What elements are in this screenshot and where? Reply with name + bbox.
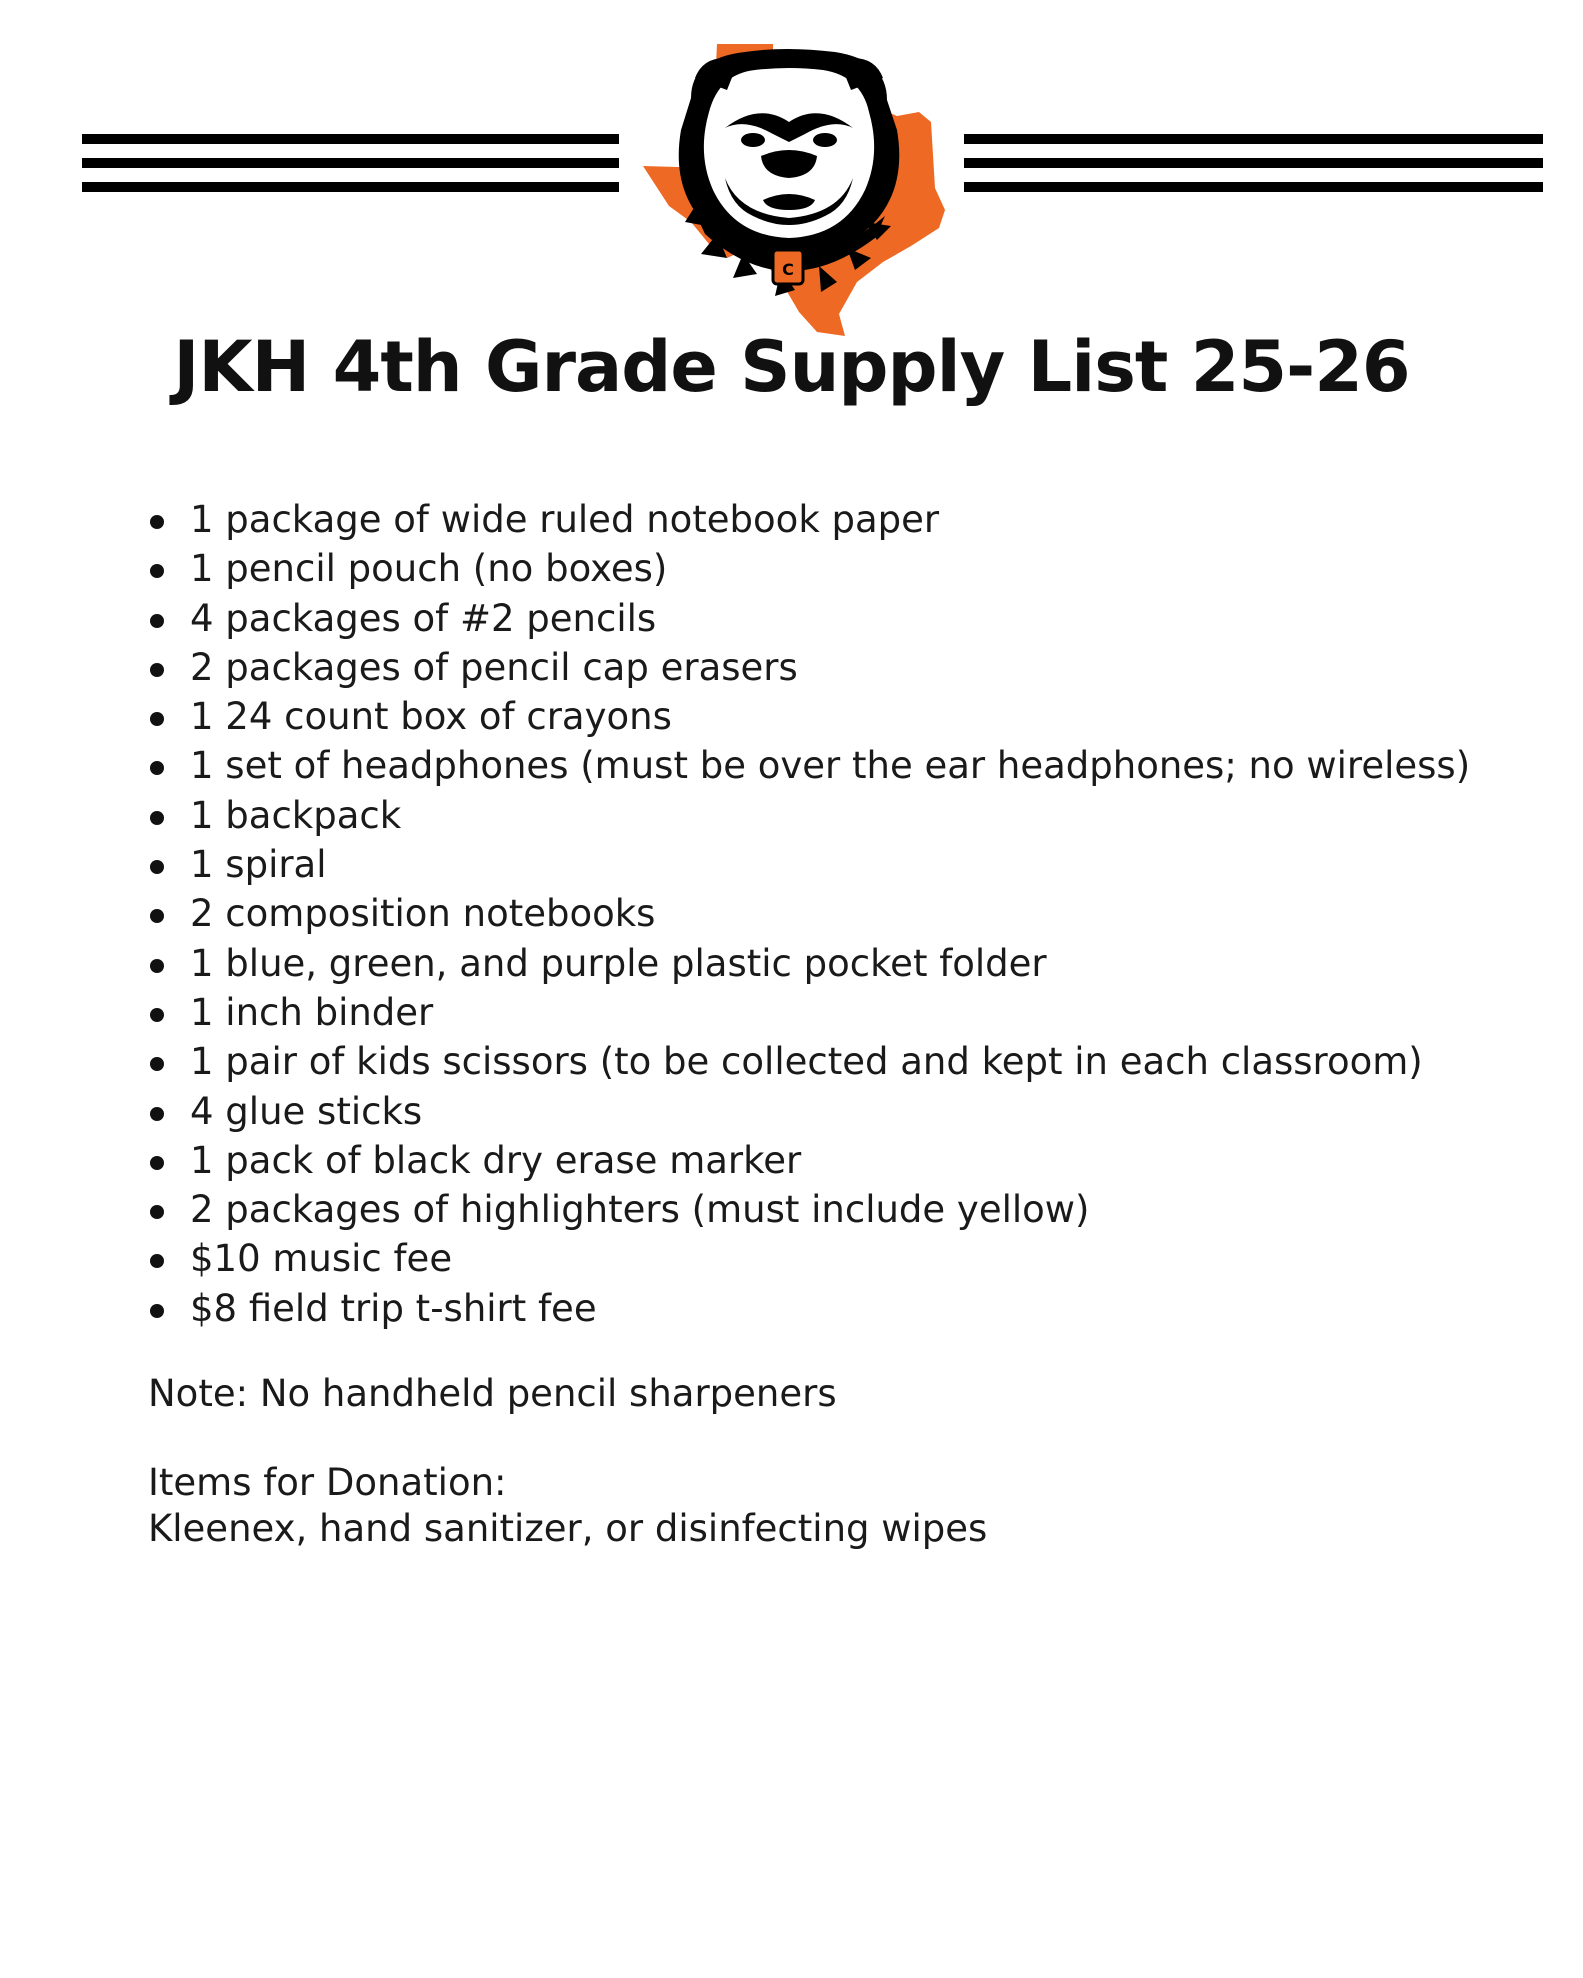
list-item: 1 pair of kids scissors (to be collected and kept in each classroom) <box>148 1037 1470 1086</box>
stripe-bar <box>82 182 619 192</box>
bullet-icon <box>150 1057 164 1071</box>
list-item: 1 set of headphones (must be over the ear headphones; no wireless) <box>148 741 1470 790</box>
list-item: 2 composition notebooks <box>148 889 1470 938</box>
bullet-icon <box>150 909 164 923</box>
list-item: 1 inch binder <box>148 988 1470 1037</box>
svg-text:C: C <box>782 260 794 279</box>
bullet-icon <box>150 959 164 973</box>
note-text: Note: No handheld pencil sharpeners <box>148 1372 837 1415</box>
list-item: $10 music fee <box>148 1234 1470 1283</box>
list-item: 2 packages of pencil cap erasers <box>148 643 1470 692</box>
list-item: 1 pack of black dry erase marker <box>148 1136 1470 1185</box>
bullet-icon <box>150 1156 164 1170</box>
list-item: 2 packages of highlighters (must include yellow) <box>148 1185 1470 1234</box>
bullet-icon <box>150 663 164 677</box>
list-item: 1 package of wide ruled notebook paper <box>148 495 1470 544</box>
bullet-icon <box>150 515 164 529</box>
bullet-icon <box>150 761 164 775</box>
list-item: 1 24 count box of crayons <box>148 692 1470 741</box>
stripe-bar <box>82 134 619 144</box>
stripe-bar <box>82 158 619 168</box>
list-item: 4 packages of #2 pencils <box>148 594 1470 643</box>
bullet-icon <box>150 1107 164 1121</box>
donation-items: Kleenex, hand sanitizer, or disinfecting wipes <box>148 1507 988 1550</box>
stripe-bar <box>964 158 1543 168</box>
bullet-icon <box>150 860 164 874</box>
donation-section <box>148 1460 987 1552</box>
list-item: 1 blue, green, and purple plastic pocket folder <box>148 939 1470 988</box>
header-stripes-right <box>964 134 1543 206</box>
bulldog-texas-logo-icon <box>635 38 955 338</box>
bullet-icon <box>150 712 164 726</box>
bullet-icon <box>150 1205 164 1219</box>
list-item: 4 glue sticks <box>148 1087 1470 1136</box>
bullet-icon <box>150 614 164 628</box>
donation-heading: Items for Donation: <box>148 1461 507 1504</box>
list-item: $8 field trip t-shirt fee <box>148 1284 1470 1333</box>
bullet-icon <box>150 1254 164 1268</box>
bullet-icon <box>150 564 164 578</box>
bullet-icon <box>150 1008 164 1022</box>
bullet-icon <box>150 811 164 825</box>
list-item: 1 pencil pouch (no boxes) <box>148 544 1470 593</box>
stripe-bar <box>964 134 1543 144</box>
header-stripes-left <box>82 134 619 206</box>
list-item: 1 spiral <box>148 840 1470 889</box>
stripe-bar <box>964 182 1543 192</box>
list-item: 1 backpack <box>148 791 1470 840</box>
page-title: JKH 4th Grade Supply List 25-26 <box>173 326 1410 408</box>
supply-list <box>148 495 1470 1333</box>
bullet-icon <box>150 1304 164 1318</box>
